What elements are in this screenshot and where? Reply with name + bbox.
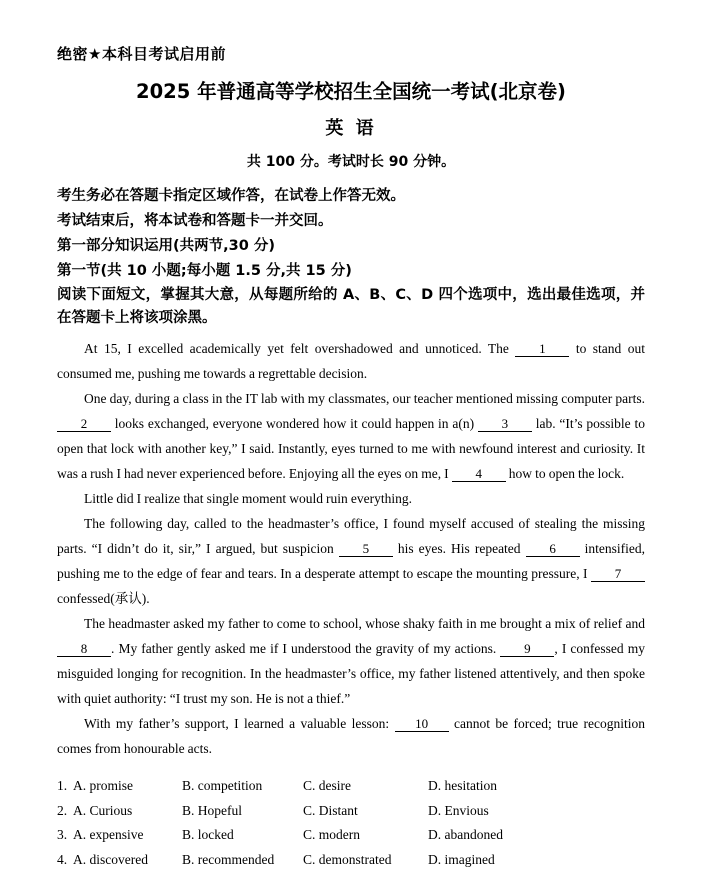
exam-title: 2025 年普通高等学校招生全国统一考试(北京卷): [136, 80, 566, 103]
option-d: D. Envious: [428, 802, 489, 818]
cloze-blank-2: 2: [57, 416, 111, 432]
option-c: C. modern: [303, 827, 360, 842]
notice-answer-sheet: 考生务必在答题卡指定区域作答，在试卷上作答无效。: [57, 188, 405, 204]
question-row-2: [57, 799, 645, 824]
part-one-heading: 第一部分知识运用(共两节,30 分): [57, 238, 275, 254]
passage-paragraph-4: The following day, called to the headmaster’s office, I found myself accused of stealing the missing parts. “I didn’t do it, sir,” I argued, but suspicion 5 his eyes. His repeated 6 intensified, pushing me to the edge of fear and tears. In a desperate attempt to escape the mounting pressure, I 7 confessed(承认).: [57, 516, 645, 606]
subject-title: 英 语: [325, 118, 377, 139]
cloze-blank-1: 1: [515, 341, 569, 357]
option-c: C. desire: [303, 778, 351, 793]
option-b: B. recommended: [182, 851, 275, 867]
option-a: A. Curious: [73, 802, 133, 818]
notice-return-paper: 考试结束后，将本试卷和答题卡一并交回。: [57, 213, 333, 229]
cloze-blank-3: 3: [478, 416, 532, 432]
question-number: 4.: [57, 851, 68, 867]
option-a: A. discovered: [73, 851, 148, 867]
question-number: 2.: [57, 802, 68, 818]
cloze-blank-4: 4: [452, 466, 506, 482]
section-one-heading: 第一节(共 10 小题;每小题 1.5 分,共 15 分): [57, 263, 352, 279]
security-notice: 绝密★本科目考试启用前: [57, 45, 226, 63]
option-b: B. competition: [182, 778, 263, 793]
cloze-options-table: [57, 774, 645, 872]
cloze-passage: [57, 336, 645, 761]
option-c: C. demonstrated: [303, 851, 392, 867]
cloze-blank-8: 8: [57, 641, 111, 657]
question-number: 1.: [57, 778, 68, 793]
passage-paragraph-5: The headmaster asked my father to come to school, whose shaky faith in me brought a mix of relief and 8 . My father gently asked me if I understood the gravity of my actions. 9 , I confessed my misguided longing for recognition. In the headmaster’s office, my father listened attentively, and then spoke with quiet authority: “I trust my son. He is not a thief.”: [57, 616, 645, 706]
passage-paragraph-3: Little did I realize that single moment would ruin everything.: [84, 491, 412, 506]
option-d: D. abandoned: [428, 827, 503, 842]
question-row-4: [57, 848, 645, 873]
cloze-blank-7: 7: [591, 566, 645, 582]
section-directions: 阅读下面短文，掌握其大意，从每题所给的 A、B、C、D 四个选项中，选出最佳选项，并在答题卡上将该项涂黑。: [57, 287, 645, 326]
passage-paragraph-6: With my father’s support, I learned a valuable lesson: 10 cannot be forced; true recognition comes from honourable acts.: [57, 716, 645, 756]
cloze-blank-10: 10: [395, 716, 449, 732]
score-info: 共 100 分。考试时长 90 分钟。: [246, 154, 456, 170]
option-c: C. Distant: [303, 802, 358, 818]
candidate-notices: [57, 184, 645, 234]
option-d: D. hesitation: [428, 778, 497, 793]
section-headings: [57, 234, 645, 330]
option-b: B. locked: [182, 827, 234, 842]
cloze-blank-9: 9: [500, 641, 554, 657]
option-a: A. expensive: [73, 827, 144, 842]
passage-paragraph-1: At 15, I excelled academically yet felt overshadowed and unnoticed. The 1 to stand out consumed me, pushing me towards a regrettable decision.: [57, 341, 645, 381]
option-b: B. Hopeful: [182, 802, 242, 818]
passage-paragraph-2: One day, during a class in the IT lab with my classmates, our teacher mentioned missing computer parts. 2 looks exchanged, everyone wondered how it could happen in a(n) 3 lab. “It’s possible to open that lock with another key,” I said. Instantly, eyes turned to me with newfound interest and curiosity. It was a rush I had never experienced before. Enjoying all the eyes on me, I 4 how to open the lock.: [57, 391, 645, 481]
question-number: 3.: [57, 827, 68, 842]
cloze-blank-6: 6: [526, 541, 580, 557]
question-row-3: [57, 823, 645, 848]
question-row-1: [57, 774, 645, 799]
option-d: D. imagined: [428, 851, 495, 867]
option-a: A. promise: [73, 778, 133, 793]
cloze-blank-5: 5: [339, 541, 393, 557]
